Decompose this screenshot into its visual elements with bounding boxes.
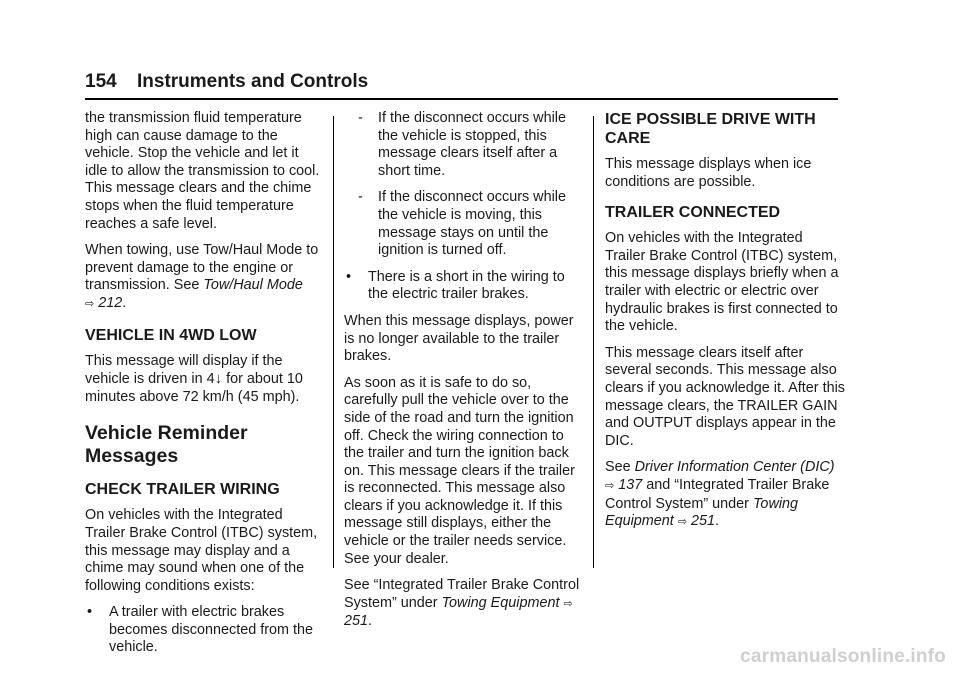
page-ref-arrow-icon: ⇨ [677,516,688,529]
page-header [85,70,837,94]
column-divider-2 [593,116,594,568]
low-range-icon: ↓ [214,370,223,388]
ice-paragraph: This message displays when ice conditions are possible. [605,156,812,190]
heading-ice-possible: ICE POSSIBLE DRIVE WITH CARE [605,111,816,147]
column-3 [605,110,845,541]
page-ref-arrow-icon: ⇨ [85,297,95,310]
towing-paragraph: When towing, use Tow/Haul Mode to prevent damage to the engine or transmission. See Tow/Haul Mode ⇨ 212. [85,242,319,311]
heading-vehicle-4wd-low: VEHICLE IN 4WD LOW [85,326,257,344]
list-item: • There is a short in the wiring to the electric trailer brakes. [346,268,565,303]
bullet-icon: • [87,604,93,621]
heading-vehicle-reminder-messages: Vehicle Reminder Messages [85,422,248,468]
sub-list-item: - If the disconnect occurs while the vehicle is stopped, this message clears itself after a short time. [358,110,566,179]
see-dic-paragraph: See Driver Information Center (DIC) ⇨ 137 and “Integrated Trailer Brake Control System” under Towing Equipment ⇨ 251. [605,459,835,530]
4wd-low-paragraph: This message will display if the vehicle is driven in 4↓ for about 10 minutes above 72 km/h (45 mph). [85,352,303,405]
list-item: • A trailer with electric brakes becomes disconnected from the vehicle. [87,604,313,656]
power-paragraph: When this message displays, power is no longer available to the trailer brakes. [344,312,574,365]
itbc-paragraph: On vehicles with the Integrated Trailer Brake Control (ITBC) system, this message may display and a chime may sound when one of the following conditions exists: [85,507,318,594]
watermark: carmanualsonline.info [740,646,946,667]
transmission-temp-paragraph: the transmission fluid temperature high can cause damage to the vehicle. Stop the vehicle and let it idle to allow the transmission to cool. This message clears and the chime stops when the fluid temperature reaches a safe level. [85,110,320,232]
dash-icon: - [358,110,363,126]
page-ref-arrow-icon: ⇨ [563,597,573,610]
dash-icon: - [358,189,363,206]
column-1 [85,110,323,666]
page-ref-212[interactable]: 212 [98,294,123,311]
section-title: Instruments and Controls [137,71,369,92]
page-ref-251[interactable]: 251 [344,613,369,630]
column-divider-1 [333,116,334,568]
towing-equipment-link[interactable]: Towing Equipment [441,594,560,611]
trailer-connected-paragraph: On vehicles with the Integrated Trailer Brake Control (ITBC) system, this message displays briefly when a trailer with electric or electric over hydraulic brakes is first connected to the vehicle. [605,230,839,335]
page-ref-137[interactable]: 137 [618,476,643,493]
tow-haul-mode-link[interactable]: Tow/Haul Mode [203,277,303,294]
sub-list-item: - If the disconnect occurs while the vehicle is moving, this message stays on until the ignition is turned off. [358,189,566,259]
heading-check-trailer-wiring: CHECK TRAILER WIRING [85,481,280,499]
see-itbc-paragraph: See “Integrated Trailer Brake Control System” under Towing Equipment ⇨ 251. [344,577,580,630]
page-number: 154 [85,71,117,92]
page-ref-251[interactable]: 251 [691,513,716,530]
page-ref-arrow-icon: ⇨ [605,479,615,492]
towing-equipment-link[interactable]: Towing Equipment [605,495,799,530]
header-rule [85,98,838,100]
heading-trailer-connected: TRAILER CONNECTED [605,204,781,222]
bullet-icon: • [346,268,352,285]
dic-link[interactable]: Driver Information Center (DIC) [634,459,835,476]
safety-paragraph: As soon as it is safe to do so, carefully pull the vehicle over to the side of the road and turn the ignition off. Check the wiring connection to the trailer and turn the ignition back on. This message clears if the trailer is reconnected. This message also clears if you acknowledge it. If this message still displays, either the vehicle or the trailer needs service. See your dealer. [344,374,575,567]
clears-paragraph: This message clears itself after several seconds. This message also clears if you acknowledge it. After this message clears, the TRAILER GAIN and OUTPUT displays appear in the DIC. [605,344,845,449]
column-2 [344,110,582,640]
